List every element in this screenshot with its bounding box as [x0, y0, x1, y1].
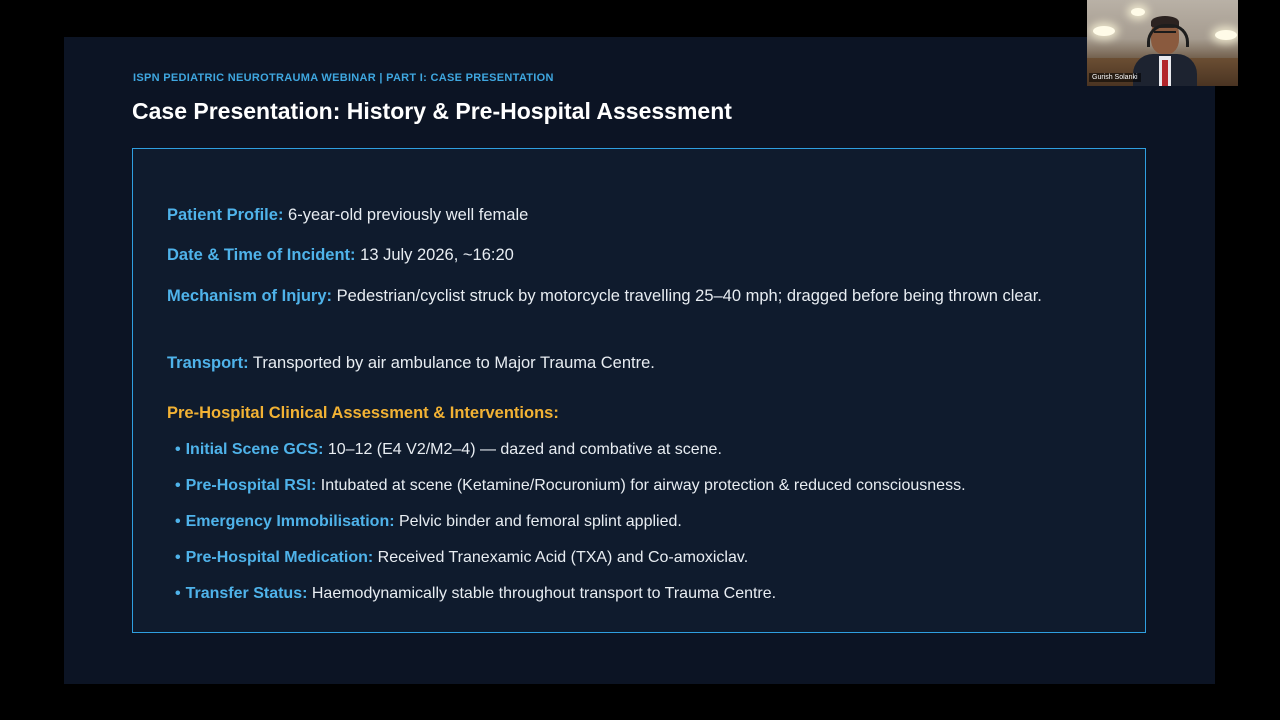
bullet-value: Haemodynamically stable throughout transport to Trauma Centre. — [307, 585, 777, 602]
bullet-label: Transfer Status: — [185, 585, 308, 602]
bullet-icon: • — [175, 441, 181, 458]
bullet-icon: • — [175, 585, 181, 602]
ceiling-light — [1131, 8, 1145, 16]
headset-icon — [1147, 24, 1189, 47]
interventions-heading: Pre-Hospital Clinical Assessment & Interventions: — [167, 404, 559, 422]
bullet-value: Pelvic binder and femoral splint applied. — [394, 513, 682, 530]
field-label: Patient Profile: — [167, 206, 284, 224]
mechanism-of-injury-row — [167, 282, 1127, 310]
participant-name-label: Gurish Solanki — [1089, 73, 1141, 82]
list-item — [175, 585, 776, 603]
bullet-value: Received Tranexamic Acid (TXA) and Co-amoxiclav. — [373, 549, 749, 566]
field-value: Pedestrian/cyclist struck by motorcycle travelling 25–40 mph; dragged before being thrown clear. — [332, 287, 1042, 305]
list-item — [175, 513, 682, 531]
bullet-icon: • — [175, 477, 181, 494]
participant-tie — [1162, 60, 1168, 86]
bullet-label: Pre-Hospital Medication: — [185, 549, 374, 566]
case-details-card — [132, 148, 1146, 633]
bullet-label: Emergency Immobilisation: — [185, 513, 395, 530]
list-item — [175, 477, 966, 495]
slide-kicker: ISPN PEDIATRIC NEUROTRAUMA WEBINAR | PART I: CASE PRESENTATION — [133, 72, 554, 84]
field-value: 6-year-old previously well female — [283, 206, 529, 224]
presentation-slide — [64, 37, 1215, 684]
field-label: Mechanism of Injury: — [167, 287, 333, 305]
list-item — [175, 441, 722, 459]
bullet-label: Initial Scene GCS: — [185, 441, 324, 458]
participant-video-tile[interactable] — [1087, 0, 1238, 86]
field-value: Transported by air ambulance to Major Trauma Centre. — [248, 354, 655, 372]
patient-profile-row — [167, 201, 1127, 229]
bullet-value: 10–12 (E4 V2/M2–4) — dazed and combative at scene. — [323, 441, 722, 458]
list-item — [175, 549, 748, 567]
field-label: Date & Time of Incident: — [167, 246, 356, 264]
bullet-icon: • — [175, 549, 181, 566]
ceiling-light — [1215, 30, 1237, 40]
ceiling-light — [1093, 26, 1115, 36]
field-label: Transport: — [167, 354, 249, 372]
slide-title: Case Presentation: History & Pre-Hospital Assessment — [132, 98, 732, 124]
transport-row — [167, 349, 1127, 377]
field-value: 13 July 2026, ~16:20 — [355, 246, 514, 264]
bullet-value: Intubated at scene (Ketamine/Rocuronium) for airway protection & reduced consciousness. — [316, 477, 966, 494]
incident-datetime-row — [167, 241, 1127, 269]
bullet-label: Pre-Hospital RSI: — [185, 477, 317, 494]
bullet-icon: • — [175, 513, 181, 530]
